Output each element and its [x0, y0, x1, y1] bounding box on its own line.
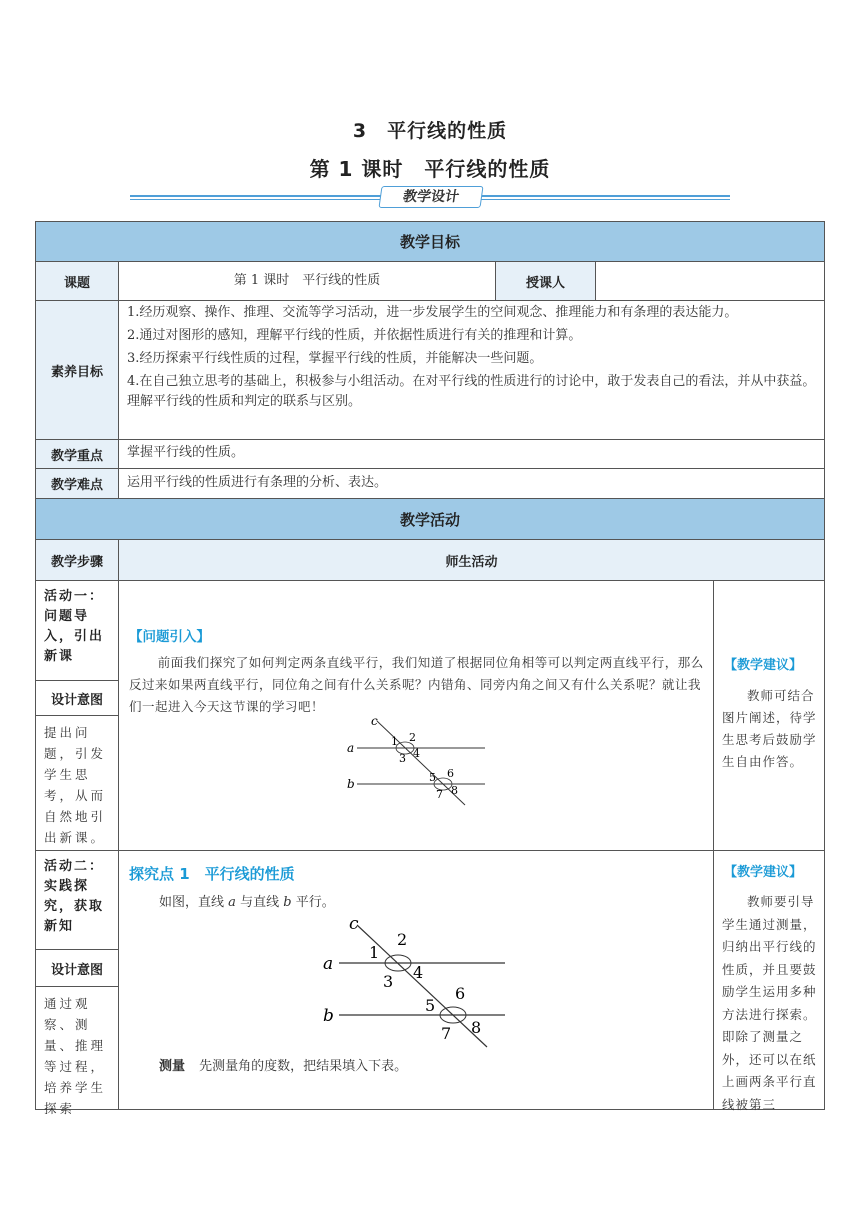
activity2-intent-label: 设计意图 [35, 949, 119, 987]
literacy-item: 2.通过对图形的感知，理解平行线的性质，并依据性质进行有关的推理和计算。 [127, 328, 582, 343]
difficulty-label: 教学难点 [35, 468, 119, 499]
measure-label: 测量 [159, 1059, 186, 1074]
angle-label: 8 [471, 1018, 482, 1037]
literacy-item: 3.经历探索平行线性质的过程，掌握平行线的性质，并能解决一些问题。 [127, 351, 543, 366]
measure-text: 先测量角的度数，把结果填入下表。 [199, 1059, 408, 1074]
banner-tag: 教学设计 [378, 186, 483, 208]
teacher-label: 授课人 [495, 261, 596, 301]
activity2-body [159, 891, 335, 910]
activity2-step-cell [35, 850, 119, 950]
angle-label: 7 [436, 788, 443, 801]
activity2-body-middle: 与直线 [240, 895, 280, 910]
line-b-ref: b [283, 895, 292, 910]
activity1-advice: 教师可结合图片阐述，待学生思考后鼓励学生自由作答。 [722, 688, 817, 769]
activity2-advice-cell [713, 850, 825, 1110]
angle-label: 4 [413, 747, 420, 760]
angle-label: 5 [429, 771, 436, 784]
activity2-intent: 通过观察、测量、推理等过程，培养学生探索 [44, 996, 107, 1116]
activities-section-header: 教学活动 [35, 498, 825, 540]
activity2-heading: 探究点 1 平行线的性质 [129, 865, 295, 883]
topic-value: 第 1 课时 平行线的性质 [118, 261, 496, 301]
goals-section-header: 教学目标 [35, 221, 825, 262]
measure-instruction [159, 1055, 407, 1074]
activity2-step: 活动二：实践探究，获取新知 [44, 859, 105, 934]
lesson-subtitle: 第 1 课时 平行线的性质 [309, 157, 551, 181]
label-c: c [371, 715, 378, 728]
teacher-value [595, 261, 825, 301]
topic-label: 课题 [35, 261, 119, 301]
angle-label: 1 [369, 943, 380, 962]
activity2-advice: 教师要引导学生通过测量，归纳出平行线的性质，并且要鼓励学生运用多种方法进行探索。即除了测量之外，还可以在纸上画两条平行直线被第三 [722, 894, 817, 1112]
angle-label: 7 [441, 1024, 452, 1043]
activity2-body-suffix: 平行。 [295, 895, 335, 910]
line-a-ref: a [228, 895, 236, 910]
activity1-advice-cell [713, 580, 825, 851]
angle-label: 2 [397, 930, 408, 949]
angle-label: 6 [447, 767, 454, 780]
label-a: a [323, 954, 334, 974]
angle-label: 3 [383, 972, 394, 991]
steps-column-header: 教学步骤 [35, 539, 119, 581]
activity1-intent: 提出问题，引发学生思考，从而自然地引出新课。 [44, 725, 107, 845]
literacy-goals [118, 300, 825, 440]
activity1-content [118, 580, 714, 851]
design-banner [130, 186, 730, 208]
literacy-item: 1.经历观察、操作、推理、交流等学习活动，进一步发展学生的空间观念、推理能力和有条理的表达能力。 [127, 305, 738, 320]
activity1-step-cell [35, 580, 119, 681]
angle-label: 8 [451, 784, 458, 797]
activity2-content [118, 850, 714, 1110]
activity2-advice-title: 【教学建议】 [724, 865, 803, 880]
activity1-intent-cell [35, 715, 119, 851]
activity2-body-prefix: 如图，直线 [159, 895, 225, 910]
literacy-item: 4.在自己独立思考的基础上，积极参与小组活动。在对平行线的性质进行的讨论中，敢于发表自己的看法，并从中获益。理解平行线的性质和判定的联系与区别。 [127, 374, 816, 409]
angle-label: 6 [455, 984, 466, 1003]
angle-label: 2 [409, 731, 416, 744]
angle-label: 5 [425, 996, 436, 1015]
parallel-lines-figure-small [347, 715, 487, 807]
activity1-advice-title: 【教学建议】 [724, 658, 803, 673]
label-b: b [323, 1006, 334, 1026]
label-c: c [349, 915, 359, 934]
angle-label: 1 [391, 735, 398, 748]
parallel-lines-figure-large [319, 915, 519, 1051]
activity2-intent-cell [35, 986, 119, 1116]
activity-column-header: 师生活动 [118, 539, 825, 581]
activity1-body: 前面我们探究了如何判定两条直线平行，我们知道了根据同位角相等可以判定两直线平行，那么反过来如果两直线平行，同位角之间有什么关系呢？内错角、同旁内角之间又有什么关系呢？就让我们一起进入今天这节课的学习吧！ [129, 655, 704, 714]
label-b: b [347, 777, 355, 791]
key-point-value: 掌握平行线的性质。 [118, 439, 825, 469]
activity1-step: 活动一：问题导入，引出新课 [44, 589, 105, 664]
activity1-intent-label: 设计意图 [35, 680, 119, 716]
angle-label: 3 [399, 752, 406, 765]
key-point-label: 教学重点 [35, 439, 119, 469]
activity1-heading: 【问题引入】 [129, 629, 210, 645]
literacy-label: 素养目标 [35, 300, 119, 440]
label-a: a [347, 741, 355, 755]
difficulty-value: 运用平行线的性质进行有条理的分析、表达。 [118, 468, 825, 499]
lesson-title: 3 平行线的性质 [352, 120, 508, 142]
angle-label: 4 [413, 963, 424, 982]
